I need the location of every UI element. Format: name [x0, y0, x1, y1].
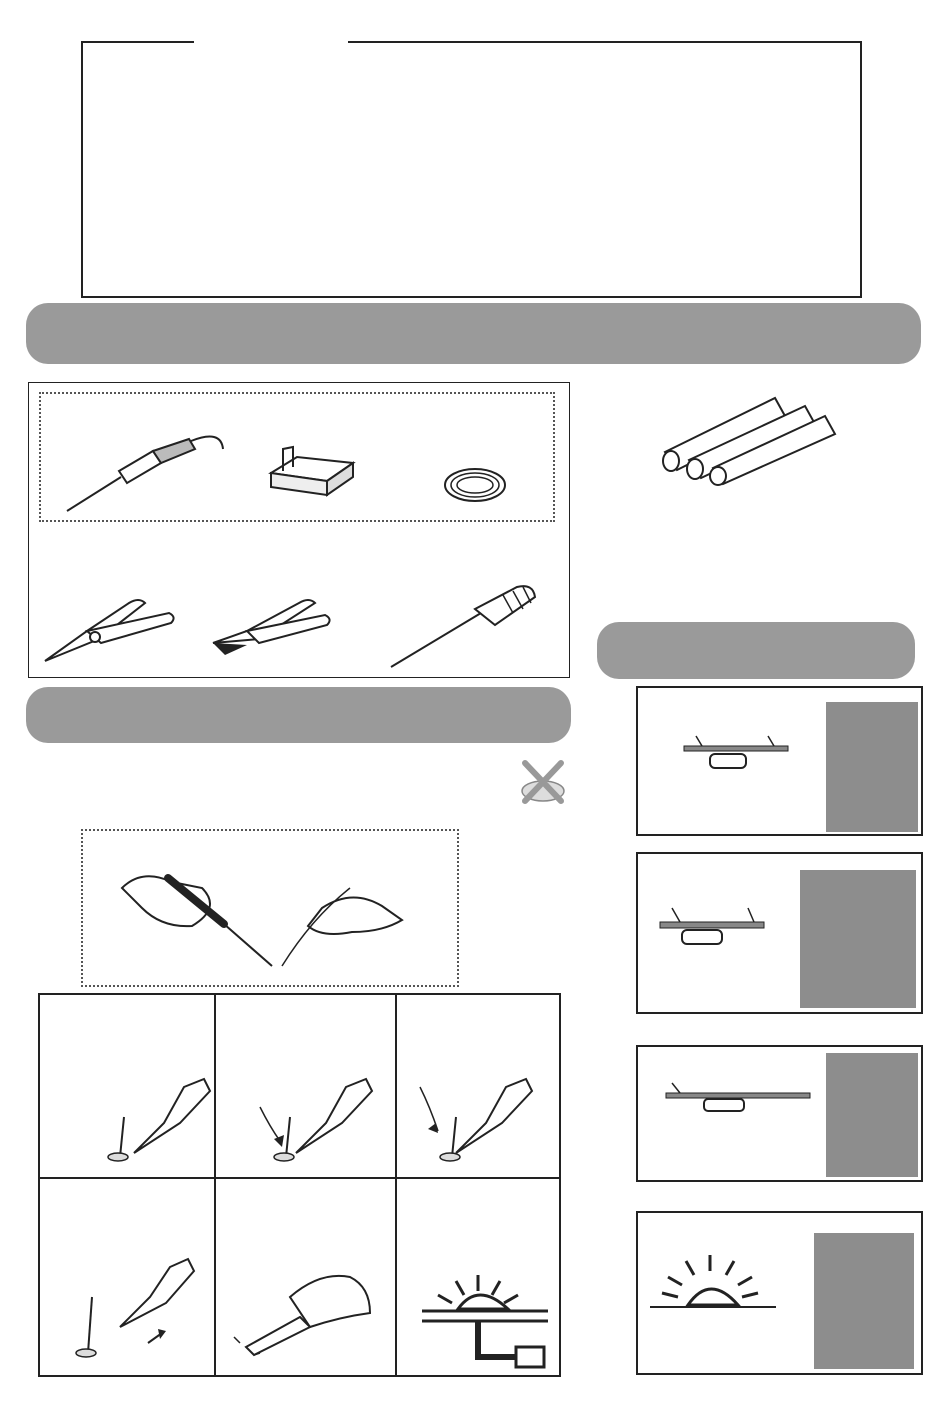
step-1-icon [104, 1077, 214, 1167]
screwdriver-icon [385, 583, 545, 673]
hands-soldering-icon [112, 848, 412, 978]
section-banner-soldering [26, 687, 571, 743]
step-4-icon [70, 1257, 200, 1367]
step-6-icon [418, 1261, 553, 1371]
board-diagram-2 [656, 904, 766, 954]
inspection-photo-3 [826, 1053, 918, 1177]
section-banner-tools [26, 303, 921, 364]
board-diagram-3 [664, 1079, 814, 1119]
intro-box-title-gap [194, 38, 348, 46]
inspection-photo-4 [814, 1233, 914, 1369]
step-3-icon [416, 1077, 546, 1167]
section-banner-inspection [597, 622, 915, 679]
solder-stand-icon [267, 443, 357, 503]
intro-box [81, 41, 862, 298]
step-2-icon [256, 1077, 376, 1167]
inspection-photo-2 [800, 870, 916, 1008]
inspection-photo-1 [826, 702, 918, 832]
soldering-iron-icon [61, 435, 221, 515]
inspection-panel-1 [636, 686, 923, 836]
inspection-panel-4 [636, 1211, 923, 1375]
soldering-steps-grid [38, 993, 561, 1377]
inspection-panel-3 [636, 1045, 923, 1182]
needle-nose-pliers-icon [39, 595, 179, 670]
step-5-icon [230, 1257, 380, 1367]
diagonal-cutters-icon [207, 595, 337, 670]
tools-box [28, 382, 570, 678]
inspection-panel-2 [636, 852, 923, 1014]
board-diagram-1 [680, 732, 790, 782]
solder-coil-icon [441, 463, 511, 513]
batteries-icon [655, 388, 840, 488]
good-joint-diagram [648, 1243, 778, 1313]
prohibited-icon [519, 757, 567, 807]
